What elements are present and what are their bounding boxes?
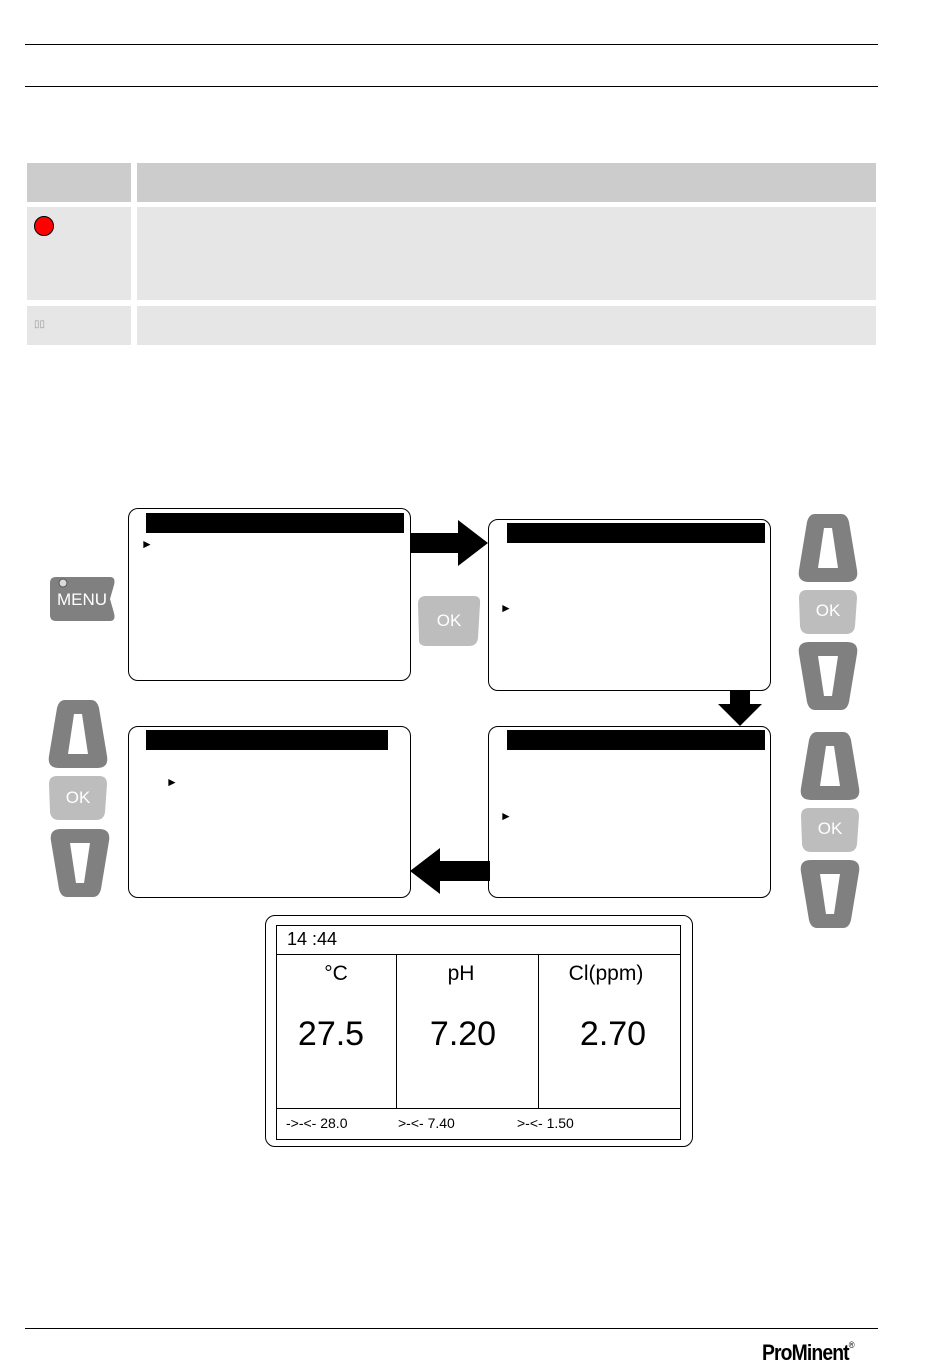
arrow-down-icon [718,690,762,726]
red-circle-icon [34,216,54,236]
up-key-right-top[interactable] [797,512,859,584]
arrow-right-icon [410,520,490,566]
setpoint-chlorine: >-<- 1.50 [517,1115,574,1131]
table-row2-cell-2 [137,306,876,345]
display-divider-1 [396,954,397,1109]
table-header-cell-2 [137,163,876,202]
lcd-screen-2 [488,519,771,691]
footer-rule [25,1328,878,1329]
display-time-bar [276,925,681,955]
ok-key-right-bottom-label: OK [817,819,843,838]
setpoint-ph: >-<- 7.40 [398,1115,455,1131]
display-time: 14 :44 [287,929,338,949]
lcd-screen-2-pointer: ► [500,601,512,615]
lcd-screen-4-title-bar [507,730,765,750]
lcd-screen-1-title-bar [146,513,404,533]
down-key-right-top[interactable] [797,640,859,712]
unit-chlorine: Cl(ppm) [568,962,644,985]
down-key-right-bottom[interactable] [799,858,861,930]
down-key-left[interactable] [49,827,111,899]
table-row1-cell-2 [137,207,876,300]
arrow-left-icon [410,848,490,894]
ok-key-right-top-label: OK [815,601,841,620]
prominent-logo [762,1340,854,1366]
menu-led-icon [59,579,67,587]
menu-key-label: MENU [56,590,108,609]
table-row2-glyph: ▯▯ [34,319,46,330]
lcd-screen-3 [128,726,411,898]
value-temperature: 27.5 [297,1015,365,1053]
logo-text: ProMinent [762,1340,849,1365]
lcd-screen-1-pointer: ► [141,537,153,551]
lcd-screen-1 [128,508,411,681]
logo-registered-mark: ® [848,1340,854,1350]
up-key-left[interactable] [47,698,109,770]
lcd-screen-3-pointer: ► [166,775,178,789]
table-header-cell-1 [27,163,131,202]
lcd-screen-2-title-bar [507,523,765,543]
value-chlorine: 2.70 [579,1015,647,1053]
lcd-screen-3-title-bar [146,730,388,750]
lcd-screen-4 [488,726,771,898]
setpoint-temperature: ->-<- 28.0 [286,1115,348,1131]
display-divider-2 [538,954,539,1109]
up-key-right-bottom[interactable] [799,730,861,802]
header-rule-top [25,44,878,45]
unit-ph: pH [447,962,475,985]
ok-key-left-label: OK [65,788,91,807]
ok-key-center-label: OK [436,611,462,630]
value-ph: 7.20 [429,1015,497,1053]
lcd-screen-4-pointer: ► [500,809,512,823]
unit-temperature: °C [324,962,348,985]
header-rule-bottom [25,86,878,87]
